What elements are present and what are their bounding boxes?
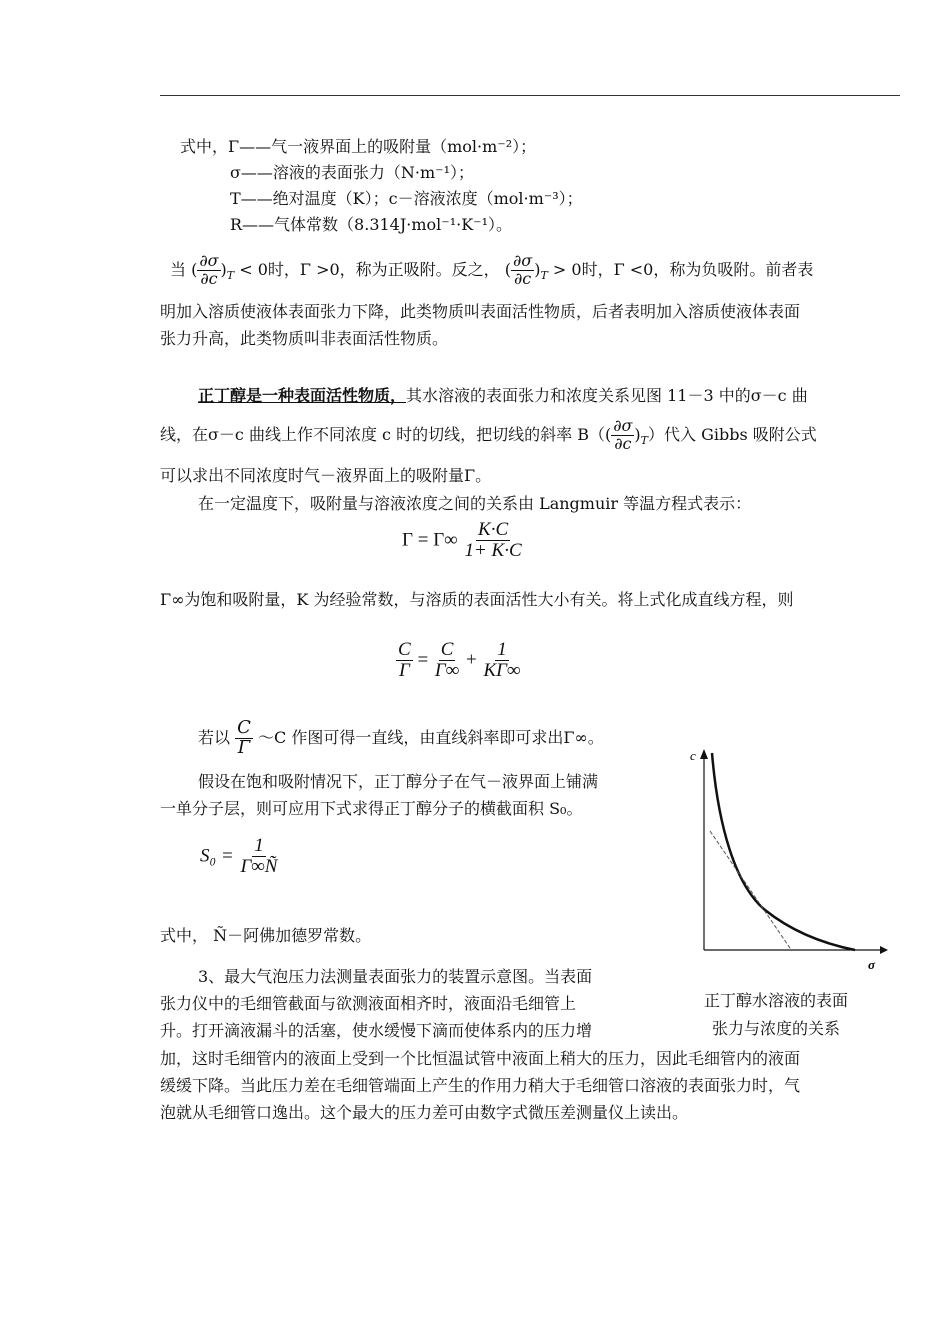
langmuir-equation: Γ = Γ∞ $\frac{K\cdot C}{1+ K\cdot C}$ (402, 519, 522, 561)
def-line-r: R——气体常数（8.314J·mol⁻¹·K⁻¹）。 (230, 215, 513, 234)
def-line-sigma: σ——溶液的表面张力（N·m⁻¹）； (230, 163, 475, 182)
para2-line1: 正丁醇是一种表面活性物质，其水溶液的表面张力和浓度关系见图 11－3 中的σ－c 曲 (198, 386, 808, 405)
sigma-c-curve (712, 753, 855, 950)
derivative-fraction: $\frac{\partial\sigma}{\partial c}$ (613, 416, 633, 453)
bold-heading: 正丁醇是一种表面活性物质， (198, 386, 407, 405)
x-axis-label: σ (868, 957, 876, 972)
tangent-line (710, 831, 792, 951)
linear-equation: $\frac{C}{\Gamma}$ = $\frac{C}{\Gamma\infty}$ + $\frac{1}{K\Gamma\infty}$ (398, 639, 521, 681)
header-rule (160, 95, 900, 96)
figure-caption-line1: 正丁醇水溶液的表面 (703, 991, 848, 1010)
para3: Γ∞为饱和吸附量，K 为经验常数，与溶质的表面活性大小有关。将上式化成直线方程，则 (160, 590, 794, 609)
para1-line3: 张力升高，此类物质叫非表面活性物质。 (160, 329, 449, 348)
para7-line4: 加，这时毛细管内的液面上受到一个比恒温试管中液面上稍大的压力，因此毛细管内的液面 (160, 1049, 801, 1068)
para7-line3: 升。打开滴液漏斗的活塞，使水缓慢下滴而使体系内的压力增 (160, 1021, 593, 1040)
sigma-c-figure (690, 745, 890, 975)
area-equation: S₀ = $\frac{1}{\Gamma\infty Ñ}$ (200, 835, 278, 877)
figure-caption-line2: 张力与浓度的关系 (711, 1019, 840, 1038)
y-axis-arrow (700, 749, 708, 759)
para7-line2: 张力仪中的毛细管截面与欲测液面相齐时，液面沿毛细管上 (160, 994, 577, 1013)
para4: 若以 $\frac{C}{\Gamma}$ ～C 作图可得一直线，由直线斜率即可求出Γ∞。 (198, 717, 604, 758)
derivative-fraction: $\frac{\partial\sigma}{\partial c}$ (513, 251, 533, 288)
para2-line3: 可以求出不同浓度时气－液界面上的吸附量Γ。 (160, 466, 492, 485)
para2-line2: 线，在σ－c 曲线上作不同浓度 c 时的切线，把切线的斜率 B（( $\frac{\partial\sigma}{\partial c}$ )$_T$）代入 Gibbs 吸附公式 (160, 416, 817, 453)
para7-line6: 泡就从毛细管口逸出。这个最大的压力差可由数字式微压差测量仪上读出。 (160, 1103, 689, 1122)
y-axis-label: c (690, 748, 696, 763)
derivative-fraction: $\frac{\partial\sigma}{\partial c}$ (199, 251, 219, 288)
para1-line2: 明加入溶质使液体表面张力下降，此类物质叫表面活性物质，后者表明加入溶质使液体表面 (160, 302, 801, 321)
para1-line1: 当 ( $\frac{\partial\sigma}{\partial c}$ )$_T < 0$时，Γ >0，称为正吸附。反之， ( $\frac{\partial\sigma}{\partial c}$ )$_T > 0$时，Γ <0，称为负吸附。前者表 (170, 251, 814, 288)
para7-line5: 缓缓下降。当此压力差在毛细管端面上产生的作用力稍大于毛细管口溶液的表面张力时，气 (160, 1076, 801, 1095)
para6: 式中， Ñ－阿佛加德罗常数。 (160, 926, 372, 945)
para7-line1: 3、最大气泡压力法测量表面张力的装置示意图。当表面 (198, 967, 593, 986)
para2-line4: 在一定温度下，吸附量与溶液浓度之间的关系由 Langmuir 等温方程式表示： (198, 494, 752, 513)
para5-line2: 一单分子层，则可应用下式求得正丁醇分子的横截面积 S₀。 (160, 799, 583, 818)
x-axis-arrow (880, 946, 888, 954)
para5-line1: 假设在饱和吸附情况下，正丁醇分子在气－液界面上铺满 (198, 772, 599, 791)
def-line-t: T——绝对温度（K）；c－溶液浓度（mol·m⁻³）； (230, 189, 583, 208)
def-line-gamma: 式中，Γ——气一液界面上的吸附量（mol·m⁻²）； (180, 137, 537, 156)
